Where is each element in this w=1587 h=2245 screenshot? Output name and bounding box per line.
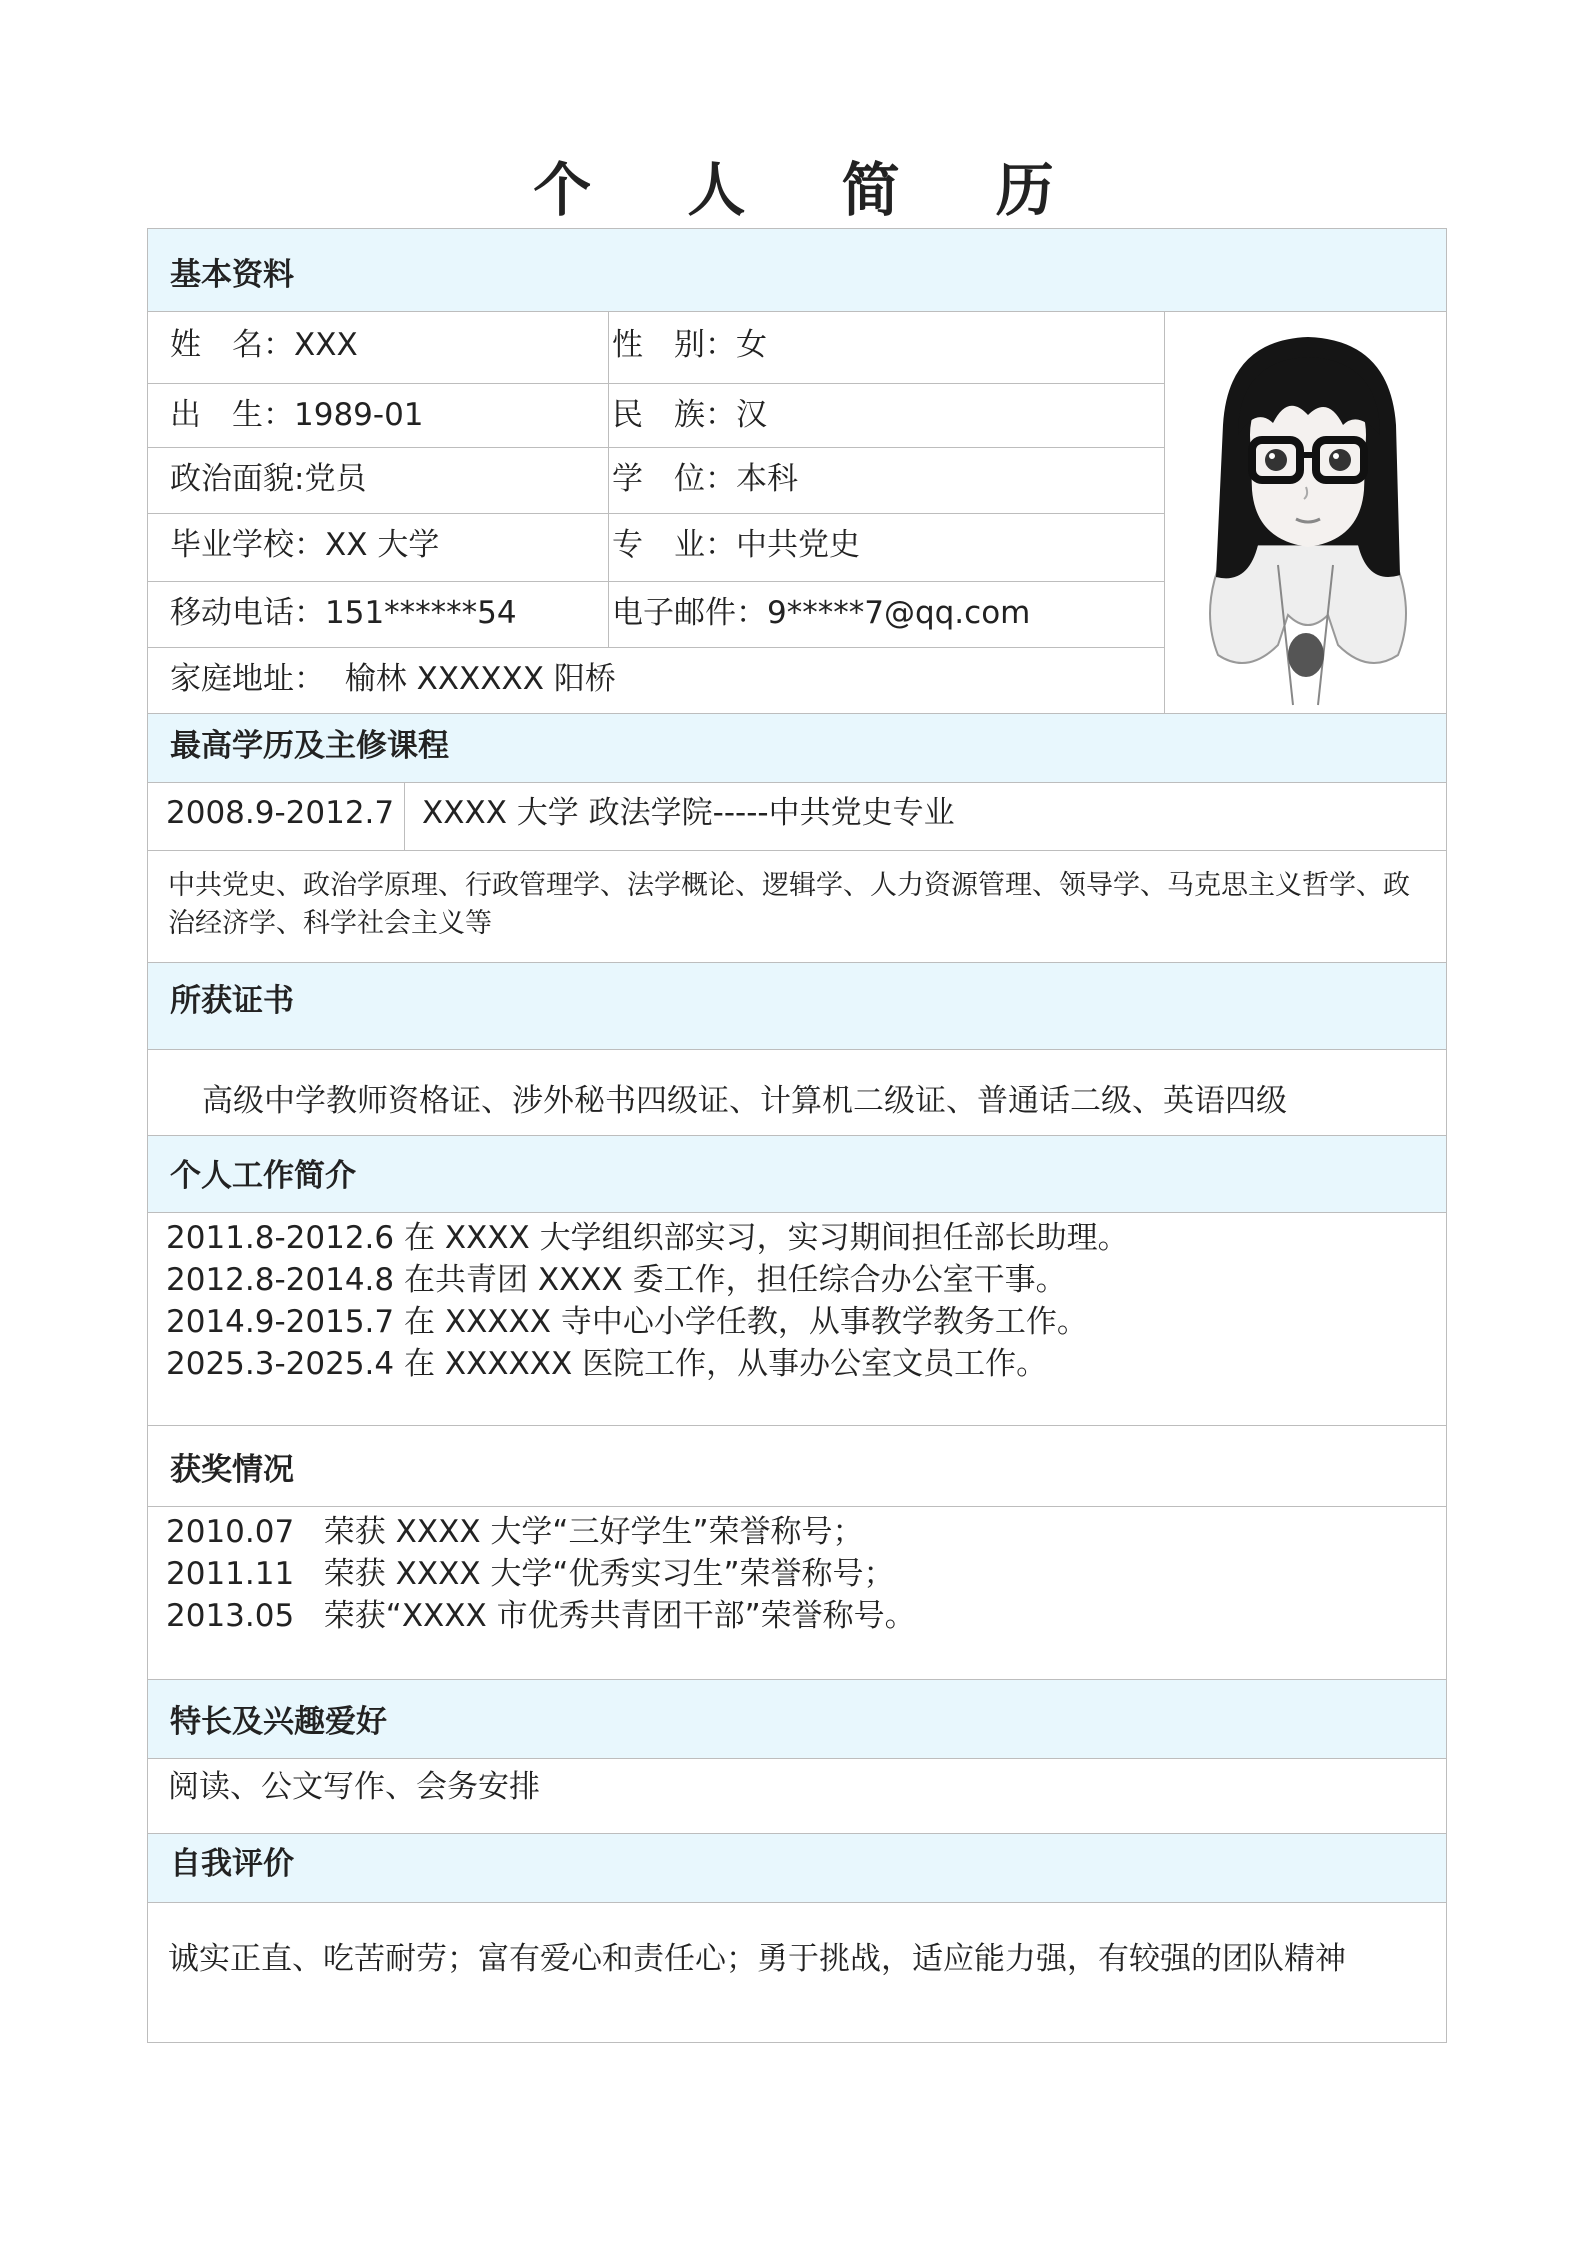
- certificates-heading: 所获证书: [170, 983, 294, 1019]
- divider: [148, 647, 1165, 648]
- divider: [608, 311, 609, 647]
- list-item: 2010.07 荣获 XXXX 大学“三好学生”荣誉称号；: [166, 1514, 864, 1550]
- list-item: 2011.8-2012.6 在 XXXX 大学组织部实习，实习期间担任部长助理。: [166, 1220, 1129, 1256]
- school-label: 毕业学校：: [170, 527, 325, 563]
- address-label: 家庭地址：: [170, 661, 325, 697]
- address-value: 榆林 XXXXXX 阳桥: [344, 661, 616, 697]
- certificates-content: 高级中学教师资格证、涉外秘书四级证、计算机二级证、普通话二级、英语四级: [202, 1083, 1287, 1119]
- email-field: [612, 593, 1030, 633]
- divider: [148, 513, 1165, 514]
- divider: [148, 850, 1446, 851]
- degree-field: [612, 459, 798, 499]
- cartoon-girl-with-glasses-icon: [1168, 315, 1444, 709]
- birth-value: 1989-01: [294, 397, 424, 433]
- hobbies-heading: 特长及兴趣爱好: [170, 1704, 387, 1740]
- email-label: 电子邮件：: [612, 595, 767, 631]
- phone-field: [170, 593, 517, 633]
- awards-header: [148, 1426, 1446, 1506]
- political-value: 党员: [304, 461, 367, 497]
- phone-value: 151******54: [325, 595, 517, 631]
- ethnic-value: 汉: [736, 397, 767, 433]
- awards-heading: 获奖情况: [170, 1452, 294, 1488]
- ethnic-label: 民 族：: [612, 397, 736, 433]
- phone-label: 移动电话：: [170, 595, 325, 631]
- divider: [148, 1758, 1446, 1759]
- gender-field: [612, 325, 767, 365]
- divider: [148, 1506, 1446, 1507]
- gender-label: 性 别：: [612, 327, 736, 363]
- divider: [148, 311, 1446, 312]
- divider: [148, 383, 1165, 384]
- name-label: 姓 名：: [170, 327, 294, 363]
- divider: [148, 581, 1165, 582]
- awards-list: [166, 1511, 916, 1637]
- list-item: 2011.11 荣获 XXXX 大学“优秀实习生”荣誉称号；: [166, 1556, 895, 1592]
- list-item: 2014.9-2015.7 在 XXXXX 寺中心小学任教，从事教学教务工作。: [166, 1304, 1088, 1340]
- divider: [148, 1212, 1446, 1213]
- political-label: 政治面貌:: [170, 461, 305, 497]
- major-label: 专 业：: [612, 527, 736, 563]
- education-school: XXXX 大学 政法学院-----中共党史专业: [422, 795, 955, 831]
- list-item: 2012.8-2014.8 在共青团 XXXX 委工作，担任综合办公室干事。: [166, 1262, 1067, 1298]
- work-header: [148, 1136, 1446, 1212]
- certificates-header: [148, 963, 1446, 1049]
- birth-field: [170, 395, 424, 435]
- gender-value: 女: [736, 327, 767, 363]
- work-heading: 个人工作简介: [170, 1158, 356, 1194]
- basic-info-header: [148, 229, 1446, 311]
- list-item: 2025.3-2025.4 在 XXXXXX 医院工作，从事办公室文员工作。: [166, 1346, 1048, 1382]
- self-eval-content: 诚实正直、吃苦耐劳；富有爱心和责任心；勇于挑战，适应能力强，有较强的团队精神: [168, 1941, 1346, 1977]
- divider: [148, 782, 1446, 783]
- work-list: [166, 1217, 1129, 1385]
- education-header: [148, 714, 1446, 782]
- divider: [148, 1902, 1446, 1903]
- hobbies-header: [148, 1680, 1446, 1758]
- major-value: 中共党史: [736, 527, 860, 563]
- major-field: [612, 525, 860, 565]
- name-field: [170, 325, 358, 365]
- divider: [148, 447, 1165, 448]
- school-value: XX 大学: [325, 527, 440, 563]
- degree-label: 学 位：: [612, 461, 736, 497]
- ethnic-field: [612, 395, 767, 435]
- degree-value: 本科: [736, 461, 798, 497]
- hobbies-content: 阅读、公文写作、会务安排: [168, 1769, 540, 1805]
- address-field: [170, 659, 616, 699]
- divider: [148, 1049, 1446, 1050]
- divider: [1164, 311, 1165, 713]
- school-field: [170, 525, 439, 565]
- basic-info-heading: 基本资料: [170, 257, 294, 293]
- education-period: 2008.9-2012.7: [166, 795, 395, 831]
- list-item: 2013.05 荣获“XXXX 市优秀共青团干部”荣誉称号。: [166, 1598, 916, 1634]
- self-eval-heading: 自我评价: [170, 1846, 294, 1882]
- page-title: 个 人 简 历: [533, 156, 1092, 224]
- name-value: XXX: [294, 327, 358, 363]
- email-value: 9*****7@qq.com: [767, 595, 1031, 631]
- education-heading: 最高学历及主修课程: [170, 728, 449, 764]
- self-eval-header: [148, 1834, 1446, 1902]
- political-field: [170, 459, 366, 499]
- divider: [404, 782, 405, 850]
- birth-label: 出 生：: [170, 397, 294, 433]
- education-courses: 中共党史、政治学原理、行政管理学、法学概论、逻辑学、人力资源管理、领导学、马克思主义哲学、政治经济学、科学社会主义等: [168, 870, 1410, 939]
- resume-table: [147, 228, 1447, 2043]
